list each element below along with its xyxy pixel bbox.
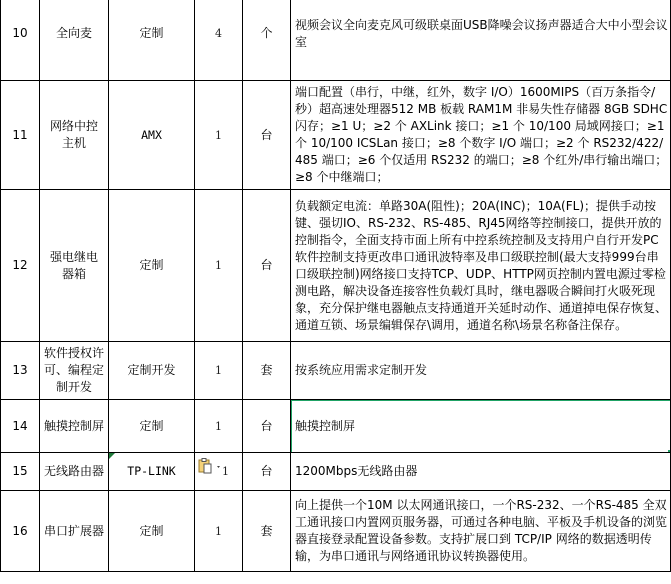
cell-qty[interactable]: 1 — [195, 81, 243, 190]
table-row — [1, 342, 671, 400]
cell-desc[interactable]: 1200Mbps无线路由器 — [291, 453, 671, 491]
cell-name[interactable] — [40, 342, 109, 400]
cell-unit[interactable]: 台 — [243, 453, 291, 491]
cell-index[interactable]: 10 — [1, 0, 40, 81]
cell-desc[interactable]: 端口配置（串行，中继，红外，数字 I/O）1600MIPS（百万条指令/秒）超高速处理器512 MB 板载 RAM1M 非易失性存储器 8GB SDHC 闪存；≥1 U；≥2 个 AXLink 接口；≥1 个 10/100 局域网接口；≥1 个 10/100 ICSLan 接口；≥8 个数字 I/O 端口；≥2 个 RS232/422/485 端口；≥6 个仅适用 RS232 的端口；≥8 个红外/串行输出端口；≥8 个中继端口； — [291, 81, 671, 190]
cell-name[interactable] — [40, 190, 109, 342]
cell-index[interactable]: 12 — [1, 190, 40, 342]
cell-qty[interactable] — [195, 453, 243, 491]
active-cell-text: 触摸控制屏 — [295, 418, 356, 433]
cell-desc[interactable]: 按系统应用需求定制开发 — [291, 342, 671, 400]
cell-name-text: 无线路由器 — [43, 464, 104, 478]
cell-unit[interactable]: 套 — [243, 491, 291, 572]
table-row — [1, 400, 671, 453]
cell-brand[interactable]: 定制 — [109, 190, 195, 342]
cell-qty[interactable]: 1 — [195, 342, 243, 400]
active-cell[interactable] — [291, 400, 671, 453]
cell-name-text: 全向麦 — [55, 26, 92, 40]
cell-name-text: 强电继电器箱 — [49, 249, 98, 281]
cell-brand[interactable]: 定制 — [109, 400, 195, 453]
error-indicator-icon[interactable] — [109, 453, 115, 459]
table-row — [1, 190, 671, 342]
table-row — [1, 0, 671, 81]
cell-index[interactable]: 14 — [1, 400, 40, 453]
cell-unit[interactable]: 套 — [243, 342, 291, 400]
cell-index[interactable]: 15 — [1, 453, 40, 491]
cell-brand-text: TP-LINK — [127, 464, 176, 478]
cell-name[interactable] — [40, 453, 109, 491]
cell-name[interactable] — [40, 81, 109, 190]
cell-desc[interactable]: 负载额定电流：单路30A(阻性)；20A(INC)；10A(FL)；提供手动按键、强切IO、RS-232、RS-485、RJ45网络等控制接口，提供开放的控制指令，全面支持市面上所有中控系统控制及支持用户自行开发PC软件控制支持更改串口通讯波特率及串口级联控制(最大支持999台串口级联控制)网络接口支持TCP、UDP、HTTP网页控制内置电源过零检测电路，解决设备连接容性负载灯具时，继电器吸合瞬间打火吸死现象，充分保护继电器触点支持通道开关延时动作、通道掉电保存恢复、通道互锁、场景编辑保存\调用，通道名称\场景名称备注保存。 — [291, 190, 671, 342]
cell-name-text: 串口扩展器 — [43, 523, 104, 538]
cell-brand[interactable]: 定制 — [109, 0, 195, 81]
fill-handle[interactable] — [667, 449, 671, 453]
cell-name[interactable] — [40, 0, 109, 81]
cell-qty[interactable]: 1 — [195, 400, 243, 453]
cell-qty[interactable]: 1 — [195, 491, 243, 572]
cell-brand[interactable]: 定制开发 — [109, 342, 195, 400]
paste-options-icon[interactable] — [198, 458, 222, 474]
cell-index[interactable]: 16 — [1, 491, 40, 572]
cell-unit[interactable]: 台 — [243, 190, 291, 342]
cell-name[interactable] — [40, 491, 109, 572]
cell-brand[interactable]: AMX — [109, 81, 195, 190]
cell-index[interactable]: 13 — [1, 342, 40, 400]
cell-desc[interactable]: 向上提供一个10M 以太网通讯接口，一个RS-232、一个RS-485 全双工通讯接口内置网页服务器，可通过各种电脑、平板及手机设备的浏览器直接登录配置设备参数。支持扩展口到 TCP/IP 网络的数据透明传输，为串口通讯与网络通讯协议转换器使用。 — [291, 491, 671, 572]
cell-index[interactable]: 11 — [1, 81, 40, 190]
cell-unit[interactable]: 个 — [243, 0, 291, 81]
cell-name[interactable] — [40, 400, 109, 453]
table-row — [1, 453, 671, 491]
cell-desc[interactable]: 视频会议全向麦克风可级联桌面USB降噪会议扬声器适合大中小型会议室 — [291, 0, 671, 81]
cell-qty[interactable]: 1 — [195, 190, 243, 342]
cell-name-text: 软件授权许可、编程定制开发 — [43, 346, 104, 394]
cell-brand[interactable] — [109, 453, 195, 491]
table-row — [1, 491, 671, 572]
cell-qty[interactable]: 4 — [195, 0, 243, 81]
cell-unit[interactable]: 台 — [243, 400, 291, 453]
cell-unit[interactable]: 台 — [243, 81, 291, 190]
cell-name-text: 触摸控制屏 — [43, 418, 104, 433]
cell-qty-text: 1 — [222, 465, 229, 478]
table-row — [1, 81, 671, 190]
cell-name-text: 网络中控主机 — [49, 119, 98, 150]
cell-brand[interactable]: 定制 — [109, 491, 195, 572]
